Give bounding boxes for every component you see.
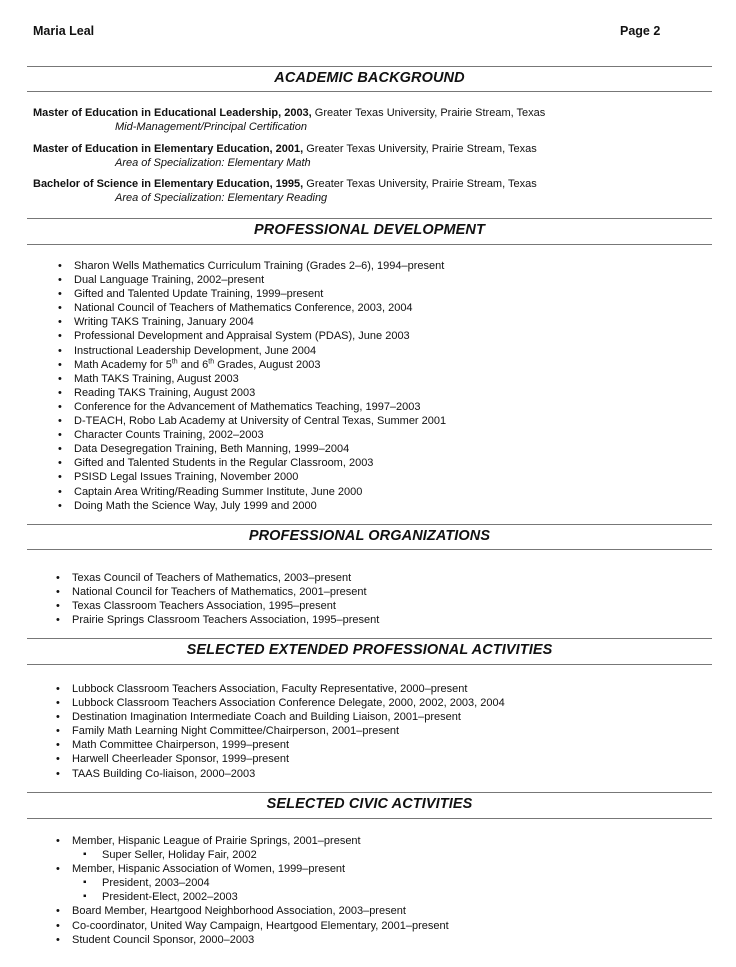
list-item: • Conference for the Advancement of Mathematics Teaching, 1997–2003 [58,400,446,414]
section-header-academic [27,66,712,92]
extended-activities-list [56,682,505,781]
list-item: • Texas Council of Teachers of Mathematics, 2003–present [56,571,379,585]
list-item: • Math TAKS Training, August 2003 [58,372,446,386]
professional-development-list [58,259,446,513]
header-name: Maria Leal [33,24,95,38]
list-item-math-academy: • Math Academy for 5th and 6th Grades, August 2003 [58,358,446,372]
section-header-organizations [27,524,712,550]
section-title: PROFESSIONAL DEVELOPMENT [254,222,485,238]
sub-list-item: ▪ President, 2003–2004 [56,876,449,890]
degree-name: Bachelor of Science in Elementary Education, 1995, [33,178,304,190]
organizations-list [56,571,379,627]
list-item: • Harwell Cheerleader Sponsor, 1999–present [56,752,505,766]
list-item: • National Council for Teachers of Mathematics, 2001–present [56,585,379,599]
divider [27,792,712,793]
list-item: • Sharon Wells Mathematics Curriculum Training (Grades 2–6), 1994–present [58,259,446,273]
list-item: • Lubbock Classroom Teachers Association Conference Delegate, 2000, 2002, 2003, 2004 [56,696,505,710]
section-header-extended-activities [27,638,712,665]
divider [27,218,712,219]
list-item: • Member, Hispanic League of Prairie Springs, 2001–present [56,834,449,848]
degree-school: Greater Texas University, Prairie Stream, Texas [303,143,537,155]
section-title: SELECTED EXTENDED PROFESSIONAL ACTIVITIES [186,642,553,658]
list-item: • D-TEACH, Robo Lab Academy at University of Central Texas, Summer 2001 [58,414,446,428]
sub-list-item: ▪ President-Elect, 2002–2003 [56,890,449,904]
list-item: • Lubbock Classroom Teachers Association, Faculty Representative, 2000–present [56,682,505,696]
list-item: • Family Math Learning Night Committee/Chairperson, 2001–present [56,724,505,738]
section-title: SELECTED CIVIC ACTIVITIES [266,796,473,812]
divider [27,664,712,665]
section-title: PROFESSIONAL ORGANIZATIONS [248,528,491,544]
header-page-number: Page 2 [620,24,661,38]
list-item: • Gifted and Talented Students in the Regular Classroom, 2003 [58,456,446,470]
list-item: • Math Committee Chairperson, 1999–present [56,738,505,752]
divider [27,244,712,245]
divider [27,524,712,525]
list-item: • Captain Area Writing/Reading Summer Institute, June 2000 [58,485,446,499]
civic-activities-list [56,834,449,947]
list-item: • Gifted and Talented Update Training, 1999–present [58,287,446,301]
list-item: • Dual Language Training, 2002–present [58,273,446,287]
list-item: • Student Council Sponsor, 2000–2003 [56,933,449,947]
list-item: • TAAS Building Co-liaison, 2000–2003 [56,767,505,781]
list-item: • Doing Math the Science Way, July 1999 and 2000 [58,499,446,513]
degree-name: Master of Education in Educational Leadership, 2003, [33,107,312,119]
divider [27,91,712,92]
degree-name: Master of Education in Elementary Education, 2001, [33,143,304,155]
section-header-civic-activities [27,792,712,819]
list-item: • Reading TAKS Training, August 2003 [58,386,446,400]
section-title: ACADEMIC BACKGROUND [274,70,465,86]
list-item: • Character Counts Training, 2002–2003 [58,428,446,442]
list-item: • Destination Imagination Intermediate Coach and Building Liaison, 2001–present [56,710,505,724]
list-item: • Co-coordinator, United Way Campaign, Heartgood Elementary, 2001–present [56,919,449,933]
list-item: • Professional Development and Appraisal System (PDAS), June 2003 [58,329,446,343]
list-item: • PSISD Legal Issues Training, November 2000 [58,470,446,484]
degree-detail: Area of Specialization: Elementary Reading [115,192,328,204]
section-header-professional-development [27,218,712,245]
list-item: • Instructional Leadership Development, June 2004 [58,344,446,358]
degree-entry [33,177,537,205]
list-item: • Prairie Springs Classroom Teachers Association, 1995–present [56,613,379,627]
degree-entry [33,142,537,170]
divider [27,549,712,550]
divider [27,638,712,639]
degree-detail: Mid-Management/Principal Certification [115,121,307,133]
list-item: • Texas Classroom Teachers Association, 1995–present [56,599,379,613]
divider [27,66,712,67]
list-item: • Member, Hispanic Association of Women, 1999–present [56,862,449,876]
degree-school: Greater Texas University, Prairie Stream, Texas [303,178,537,190]
list-item: • Board Member, Heartgood Neighborhood Association, 2003–present [56,904,449,918]
list-item: • National Council of Teachers of Mathematics Conference, 2003, 2004 [58,301,446,315]
sub-list-item: ▪ Super Seller, Holiday Fair, 2002 [56,848,449,862]
degree-school: Greater Texas University, Prairie Stream, Texas [311,107,546,119]
degree-detail: Area of Specialization: Elementary Math [115,157,311,169]
list-item: • Writing TAKS Training, January 2004 [58,315,446,329]
list-item: • Data Desegregation Training, Beth Manning, 1999–2004 [58,442,446,456]
degree-entry [33,106,545,134]
divider [27,818,712,819]
